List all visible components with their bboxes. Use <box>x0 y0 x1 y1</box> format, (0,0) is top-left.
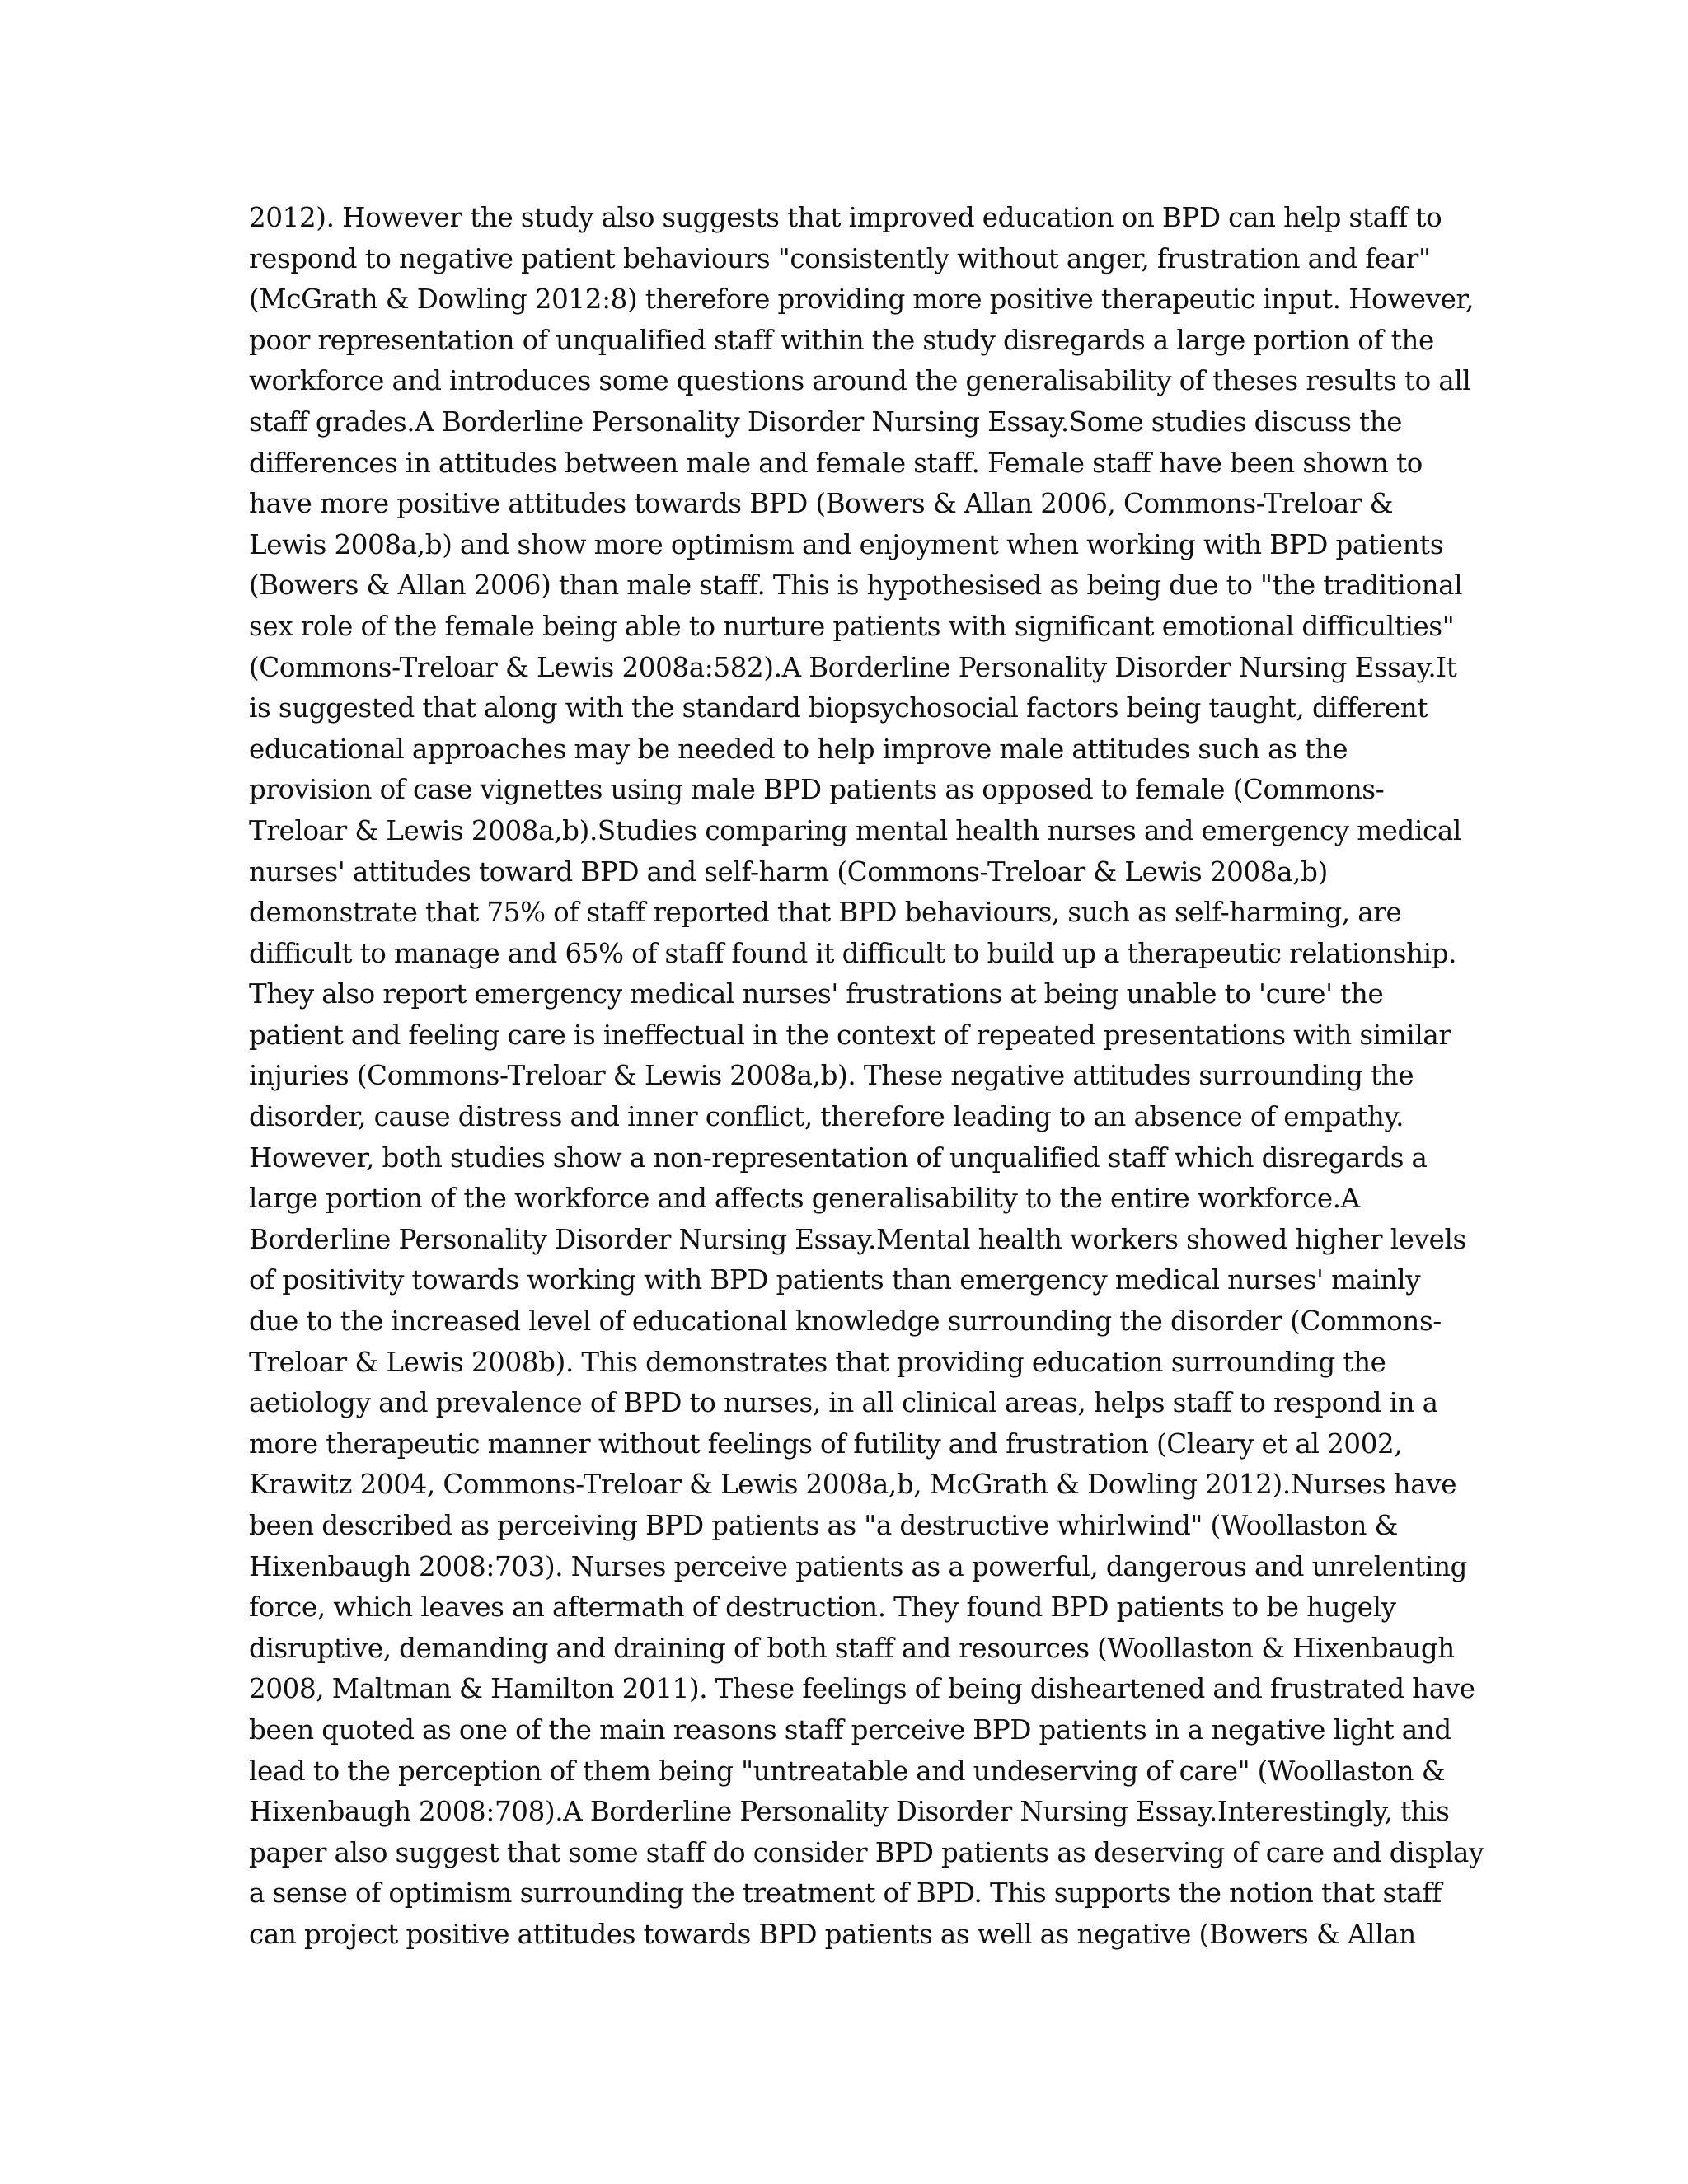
text-line: disorder, cause distress and inner conflict, therefore leading to an absence of empathy. <box>249 1101 1404 1133</box>
text-line: Krawitz 2004, Commons-Treloar & Lewis 2008a,b, McGrath & Dowling 2012).Nurses have <box>249 1469 1457 1501</box>
text-line: more therapeutic manner without feelings of futility and frustration (Cleary et al 2002, <box>249 1427 1403 1460</box>
text-line: workforce and introduces some questions around the generalisability of theses results to all <box>249 365 1471 397</box>
text-line: poor representation of unqualified staff within the study disregards a large portion of the <box>249 324 1434 356</box>
text-line: Hixenbaugh 2008:708).A Borderline Personality Disorder Nursing Essay.Interestingly, this <box>249 1796 1450 1828</box>
text-line: aetiology and prevalence of BPD to nurses, in all clinical areas, helps staff to respond in a <box>249 1387 1438 1419</box>
text-line: staff grades.A Borderline Personality Disorder Nursing Essay.Some studies discuss the <box>249 405 1403 438</box>
text-line: demonstrate that 75% of staff reported that BPD behaviours, such as self-harming, are <box>249 897 1402 929</box>
text-line: sex role of the female being able to nurture patients with significant emotional difficulties" <box>249 610 1455 642</box>
text-line: large portion of the workforce and affects generalisability to the entire workforce.A <box>249 1183 1360 1215</box>
text-line: due to the increased level of educational knowledge surrounding the disorder (Commons- <box>249 1305 1442 1338</box>
text-line: have more positive attitudes towards BPD (Bowers & Allan 2006, Commons-Treloar & <box>249 488 1394 520</box>
text-line: Lewis 2008a,b) and show more optimism and enjoyment when working with BPD patients <box>249 528 1444 560</box>
text-line: Treloar & Lewis 2008b). This demonstrates that providing education surrounding the <box>249 1346 1386 1378</box>
text-line: been described as perceiving BPD patients as "a destructive whirlwind" (Woollaston & <box>249 1510 1399 1541</box>
text-line: difficult to manage and 65% of staff found it difficult to build up a therapeutic relationship. <box>249 937 1457 969</box>
text-line: Borderline Personality Disorder Nursing Essay.Mental health workers showed higher levels <box>249 1223 1466 1255</box>
text-line: (Bowers & Allan 2006) than male staff. This is hypothesised as being due to "the traditional <box>249 569 1463 602</box>
text-line: been quoted as one of the main reasons staff perceive BPD patients in a negative light and <box>249 1713 1451 1746</box>
text-line: respond to negative patient behaviours "consistently without anger, frustration and fear" <box>249 242 1431 274</box>
text-line: 2008, Maltman & Hamilton 2011). These feelings of being disheartened and frustrated have <box>249 1673 1475 1705</box>
text-line: Treloar & Lewis 2008a,b).Studies comparing mental health nurses and emergency medical <box>249 814 1461 846</box>
text-line: is suggested that along with the standard biopsychosocial factors being taught, different <box>249 692 1428 724</box>
text-line: a sense of optimism surrounding the treatment of BPD. This supports the notion that staff <box>249 1877 1442 1910</box>
text-line: patient and feeling care is ineffectual in the context of repeated presentations with similar <box>249 1019 1451 1051</box>
text-line: disruptive, demanding and draining of both staff and resources (Woollaston & Hixenbaugh <box>249 1632 1455 1664</box>
text-line: differences in attitudes between male and female staff. Female staff have been shown to <box>249 447 1423 479</box>
body-text <box>249 198 1484 1956</box>
text-line: (McGrath & Dowling 2012:8) therefore providing more positive therapeutic input. However, <box>249 284 1475 316</box>
text-line: educational approaches may be needed to help improve male attitudes such as the <box>249 733 1348 765</box>
text-line: of positivity towards working with BPD patients than emergency medical nurses' mainly <box>249 1264 1421 1296</box>
text-line: 2012). However the study also suggests that improved education on BPD can help staff to <box>249 202 1442 233</box>
text-line: injuries (Commons-Treloar & Lewis 2008a,b). These negative attitudes surrounding the <box>249 1060 1414 1092</box>
text-line: can project positive attitudes towards BPD patients as well as negative (Bowers & Allan <box>249 1918 1416 1950</box>
text-line: nurses' attitudes toward BPD and self-harm (Commons-Treloar & Lewis 2008a,b) <box>249 855 1328 888</box>
text-line: provision of case vignettes using male BPD patients as opposed to female (Commons- <box>249 774 1385 806</box>
text-line: paper also suggest that some staff do consider BPD patients as deserving of care and display <box>249 1836 1484 1868</box>
text-line: Hixenbaugh 2008:703). Nurses perceive patients as a powerful, dangerous and unrelenting <box>249 1550 1468 1582</box>
text-line: force, which leaves an aftermath of destruction. They found BPD patients to be hugely <box>249 1591 1396 1624</box>
text-line: (Commons-Treloar & Lewis 2008a:582).A Borderline Personality Disorder Nursing Essay.It <box>249 651 1457 683</box>
text-line: They also report emergency medical nurses' frustrations at being unable to 'cure' the <box>249 978 1384 1010</box>
text-line: However, both studies show a non-representation of unqualified staff which disregards a <box>249 1141 1428 1174</box>
text-line: lead to the perception of them being "untreatable and undeserving of care" (Woollaston & <box>249 1755 1446 1787</box>
